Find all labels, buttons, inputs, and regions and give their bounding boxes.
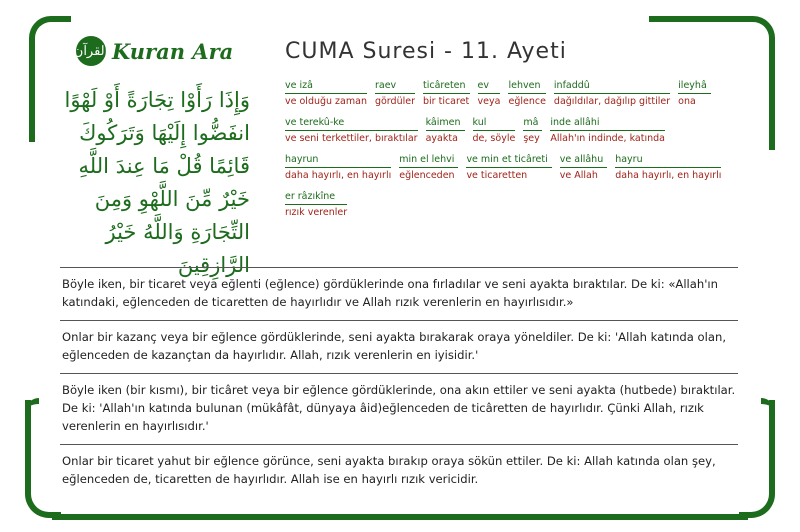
- word-pair[interactable]: [508, 80, 545, 107]
- word-meaning: ve ticaretten: [466, 170, 528, 181]
- word-meaning: ve seni terkettiler, bıraktılar: [285, 133, 418, 144]
- word-pair[interactable]: [473, 117, 516, 144]
- decorative-frame-bottom: [52, 514, 748, 520]
- word-transliteration: ileyhâ: [678, 80, 711, 94]
- word-meaning: bir ticaret: [423, 96, 470, 107]
- word-transliteration: mâ: [523, 117, 542, 131]
- word-transliteration: er râzıkîne: [285, 191, 347, 205]
- word-meaning: eğlenceden: [399, 170, 455, 181]
- word-meaning: daha hayırlı, en hayırlı: [285, 170, 392, 181]
- word-transliteration: inde allâhi: [550, 117, 665, 131]
- word-transliteration: infaddû: [554, 80, 670, 94]
- word-meaning: ona: [678, 96, 696, 107]
- word-transliteration: ticâreten: [423, 80, 470, 94]
- word-transliteration: hayrun: [285, 154, 391, 168]
- word-pair[interactable]: [285, 80, 367, 107]
- word-pair[interactable]: [615, 154, 721, 181]
- word-meaning: dağıldılar, dağılıp gittiler: [553, 96, 671, 107]
- word-meaning: ayakta: [425, 133, 458, 144]
- word-meaning: gördüler: [374, 96, 415, 107]
- page-title: CUMA Suresi - 11. Ayeti: [285, 39, 567, 64]
- word-transliteration: ve terekû-ke: [285, 117, 418, 131]
- word-pair[interactable]: [478, 80, 501, 107]
- word-meaning: daha hayırlı, en hayırlı: [615, 170, 722, 181]
- word-transliteration: lehven: [508, 80, 545, 94]
- word-transliteration: raev: [375, 80, 415, 94]
- word-transliteration: ve min et ticâreti: [466, 154, 551, 168]
- word-by-word-list: [285, 80, 725, 218]
- translation-item: Böyle iken, bir ticaret veya eğlenti (eğlence) gördüklerinde ona fırladılar ve seni ayakta bıraktılar. De ki: «Allah'ın katındaki, eğlenceden de ticaretten de hayırlıdır ve Allah rızık verenlerin en hayırlısıdır.»: [60, 267, 738, 320]
- arabic-verse: وَإِذَا رَأَوْا تِجَارَةً أَوْ لَهْوًا انفَضُّوا إِلَيْهَا وَتَرَكُوكَ قَائِمًا قُلْ مَا عِندَ اللَّهِ خَيْرٌ مِّنَ اللَّهْوِ وَمِنَ التِّجَارَةِ وَاللَّهُ خَيْرُ الرَّازِقِينَ: [64, 88, 250, 277]
- word-transliteration: kâimen: [426, 117, 465, 131]
- word-transliteration: min el lehvi: [399, 154, 458, 168]
- word-transliteration: ve allâhu: [560, 154, 607, 168]
- word-pair[interactable]: [399, 154, 458, 181]
- word-transliteration: ve izâ: [285, 80, 367, 94]
- word-pair[interactable]: [423, 80, 470, 107]
- word-meaning: şey: [523, 133, 540, 144]
- decorative-frame-bottom-left: [25, 400, 61, 518]
- word-meaning: veya: [477, 96, 501, 107]
- translation-item: Onlar bir kazanç veya bir eğlence gördüklerinde, seni ayakta bırakarak oraya yöneldiler. De ki: 'Allah katında olan, eğlenceden de kazançtan da hayırlıdır. Allah, rızık verenlerin en iyisidir.': [60, 320, 738, 373]
- logo-text: Kuran Ara: [112, 38, 234, 64]
- word-pair[interactable]: [554, 80, 670, 107]
- word-pair[interactable]: [678, 80, 711, 107]
- translation-item: Onlar bir ticaret yahut bir eğlence görünce, seni ayakta bırakıp oraya sökün ettiler. De ki: Allah katında olan şey, eğlenceden de, ticaretten de hayırlıdır. Allah ise en hayırlı rızık vericidir.: [60, 444, 738, 497]
- word-pair[interactable]: [560, 154, 607, 181]
- word-pair[interactable]: [285, 154, 391, 181]
- word-pair[interactable]: [523, 117, 542, 144]
- word-pair[interactable]: [426, 117, 465, 144]
- word-meaning: ve Allah: [559, 170, 598, 181]
- translations-list: [60, 267, 738, 497]
- site-logo[interactable]: [73, 36, 234, 66]
- word-transliteration: kul: [473, 117, 516, 131]
- word-meaning: rızık verenler: [285, 207, 348, 218]
- word-meaning: ve olduğu zaman: [285, 96, 367, 107]
- word-transliteration: hayru: [615, 154, 721, 168]
- word-pair[interactable]: [285, 191, 347, 218]
- word-pair[interactable]: [285, 117, 418, 144]
- word-pair[interactable]: [466, 154, 551, 181]
- decorative-frame-bottom-right: [739, 400, 775, 518]
- word-meaning: de, söyle: [472, 133, 516, 144]
- word-meaning: Allah'ın indinde, katında: [550, 133, 665, 144]
- translation-item: Böyle iken (bir kısmı), bir ticâret veya bir eğlence gördüklerinde, ona akın ettiler ve seni ayakta (hutbede) bıraktılar. De ki: 'Allah'ın katında bulunan (mükâfât, dünyaya âid)eğlenceden de ticâretten de hayırlıdır. Çünki Allah, rızık verenlerin en hayırlısıdır.': [60, 373, 738, 444]
- word-meaning: eğlence: [508, 96, 546, 107]
- quran-emblem-icon: القرآن: [76, 36, 106, 66]
- word-pair[interactable]: [375, 80, 415, 107]
- word-pair[interactable]: [550, 117, 665, 144]
- word-transliteration: ev: [478, 80, 501, 94]
